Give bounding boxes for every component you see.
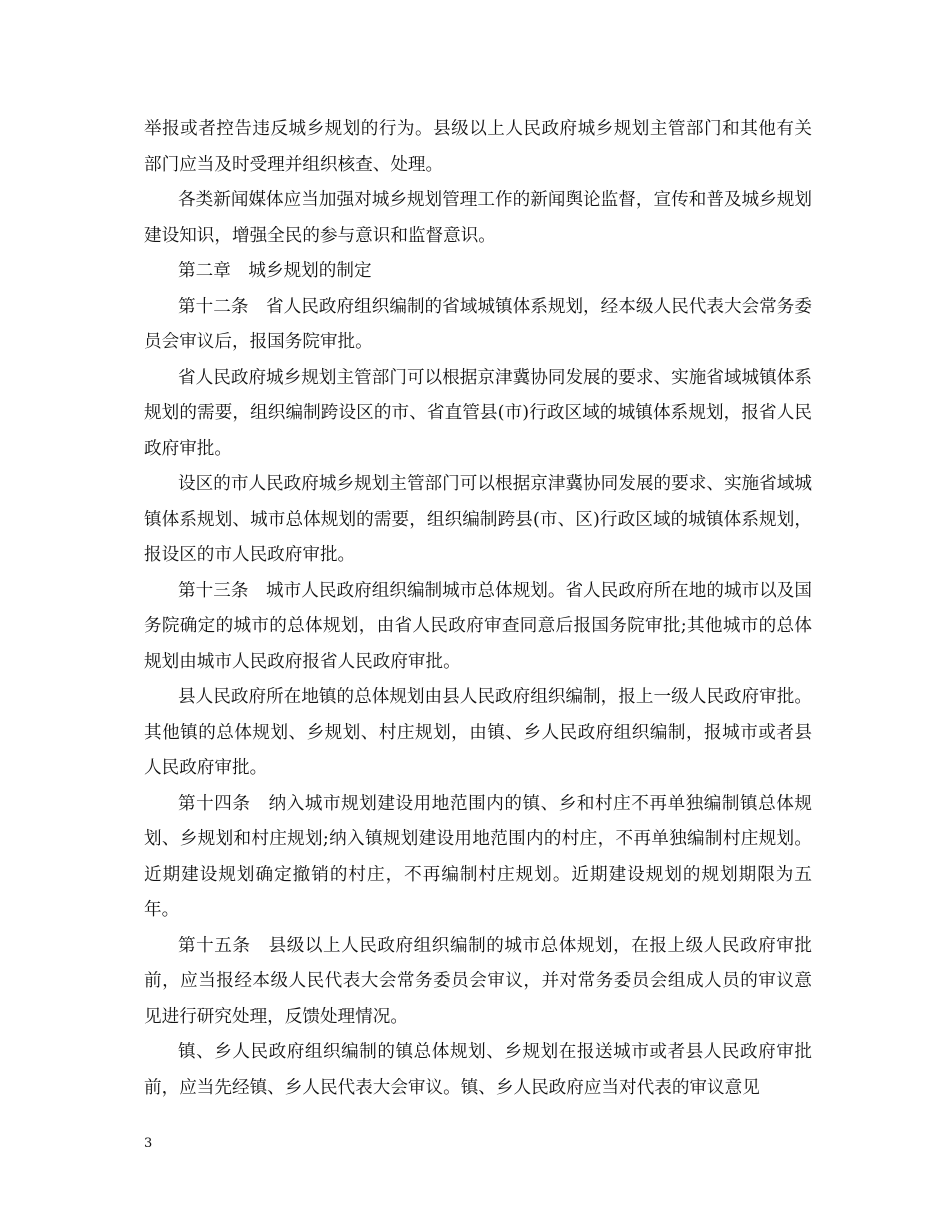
page-number: 3: [144, 1136, 153, 1151]
article-13-paragraph-2: 县人民政府所在地镇的总体规划由县人民政府组织编制，报上一级人民政府审批。其他镇的总体规划、乡规划、村庄规划，由镇、乡人民政府组织编制，报城市或者县人民政府审批。: [144, 687, 812, 778]
paragraph-2: 各类新闻媒体应当加强对城乡规划管理工作的新闻舆论监督，宣传和普及城乡规划建设知识，增强全民的参与意识和监督意识。: [144, 190, 812, 246]
article-15: 第十五条 县级以上人民政府组织编制的城市总体规划，在报上级人民政府审批前，应当报经本级人民代表大会常务委员会审议，并对常务委员会组成人员的审议意见进行研究处理，反馈处理情况。: [144, 935, 812, 1027]
article-12-paragraph-3: 设区的市人民政府城乡规划主管部门可以根据京津冀协同发展的要求、实施省域城镇体系规划、城市总体规划的需要，组织编制跨县(市、区)行政区域的城镇体系规划，报设区的市人民政府审批。: [144, 474, 812, 565]
article-12-paragraph-2: 省人民政府城乡规划主管部门可以根据京津冀协同发展的要求、实施省域城镇体系规划的需要，组织编制跨设区的市、省直管县(市)行政区域的城镇体系规划，报省人民政府审批。: [144, 367, 812, 459]
document-body: [144, 112, 812, 1106]
article-15-paragraph-2: 镇、乡人民政府组织编制的镇总体规划、乡规划在报送城市或者县人民政府审批前，应当先经镇、乡人民代表大会审议。镇、乡人民政府应当对代表的审议意见: [144, 1042, 812, 1098]
article-14: 第十四条 纳入城市规划建设用地范围内的镇、乡和村庄不再单独编制镇总体规划、乡规划和村庄规划;纳入镇规划建设用地范围内的村庄，不再单独编制村庄规划。近期建设规划确定撤销的村庄，不再编制村庄规划。近期建设规划的规划期限为五年。: [144, 793, 812, 920]
article-12: 第十二条 省人民政府组织编制的省域城镇体系规划，经本级人民代表大会常务委员会审议后，报国务院审批。: [144, 296, 812, 352]
paragraph-1: 举报或者控告违反城乡规划的行为。县级以上人民政府城乡规划主管部门和其他有关部门应当及时受理并组织核查、处理。: [144, 119, 812, 175]
article-13: 第十三条 城市人民政府组织编制城市总体规划。省人民政府所在地的城市以及国务院确定的城市的总体规划，由省人民政府审查同意后报国务院审批;其他城市的总体规划由城市人民政府报省人民政府审批。: [144, 580, 812, 672]
chapter-heading: 第二章 城乡规划的制定: [178, 261, 372, 281]
